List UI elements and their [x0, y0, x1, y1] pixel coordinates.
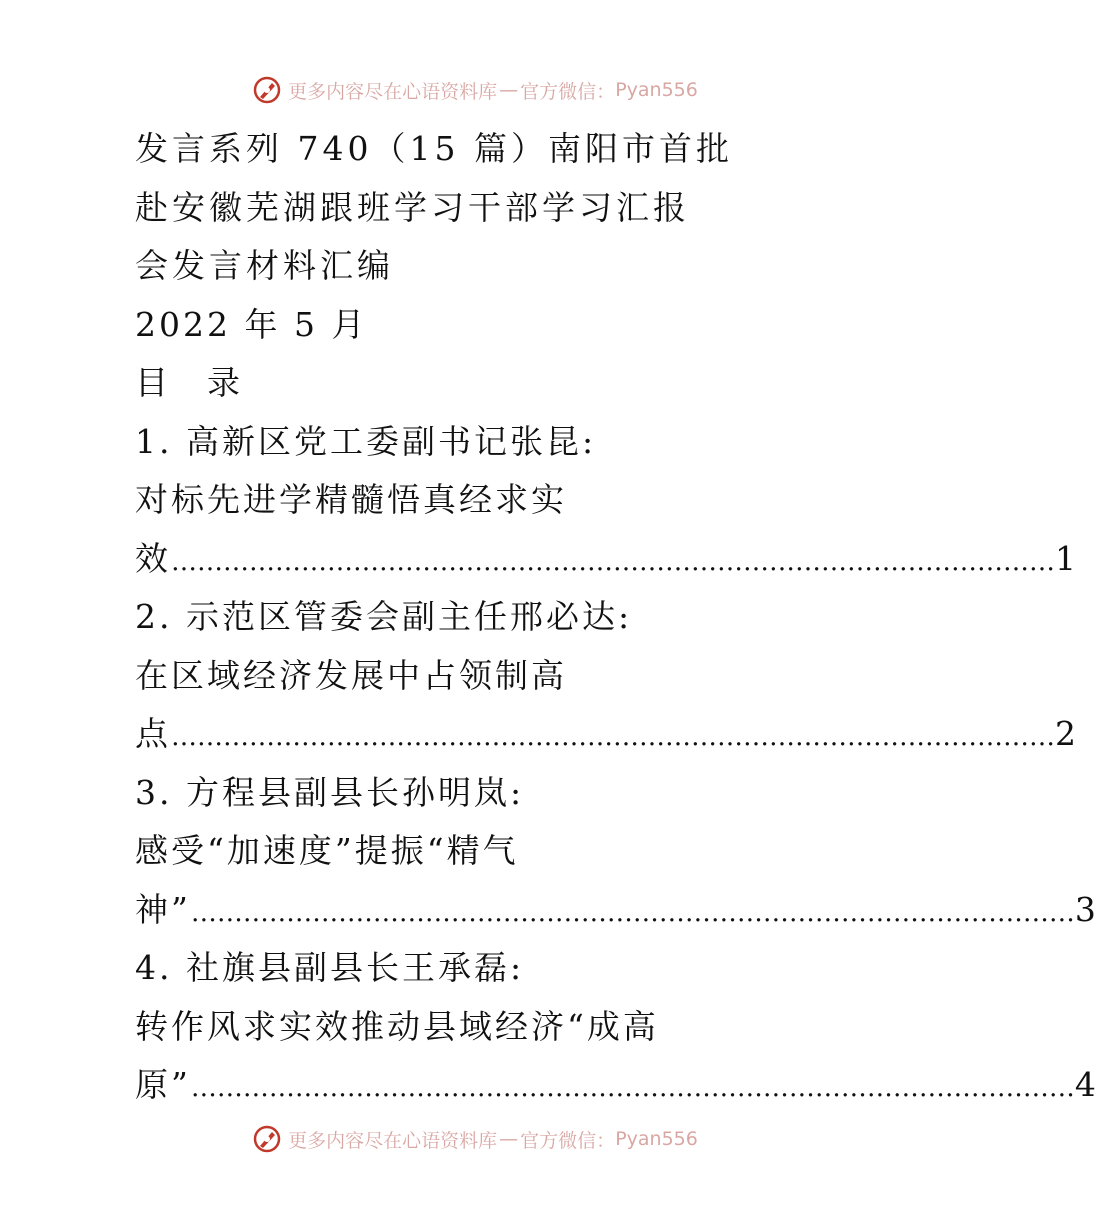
toc-entry-speaker: 4. 社旗县副县长王承磊:: [135, 948, 525, 987]
toc-entry-title-tail: 点: [135, 714, 171, 753]
doc-title-line-3: 会发言材料汇编: [135, 246, 394, 285]
dot-leader: …………………………………………………………………………………………: [171, 546, 1055, 577]
toc-entry-speaker: 3. 方程县副县长孙明岚:: [135, 772, 525, 812]
watermark-brand-text: 更多内容尽在心语资料库: [288, 80, 498, 103]
watermark-separator: —: [499, 79, 519, 101]
toc-entry-title: 对标先进学精髓悟真经求实: [135, 480, 567, 519]
logo-icon: [252, 1124, 282, 1154]
watermark-wechat-id: Pyan556: [615, 79, 698, 101]
toc-page-number: 3: [1074, 889, 1096, 929]
toc-entry-title: 转作风求实效推动县域经济“成高: [135, 1006, 659, 1046]
toc-entry-speaker: 1. 高新区党工委副书记张昆:: [135, 421, 597, 461]
watermark-footer: [0, 1119, 950, 1159]
toc-entry-leader[interactable]: [135, 530, 1076, 589]
doc-date: 2022 年 5 月: [135, 304, 368, 344]
toc-page-number: 4: [1074, 1065, 1096, 1104]
doc-title-line-2: 赴安徽芜湖跟班学习干部学习汇报: [135, 187, 690, 227]
toc-entry-leader[interactable]: [135, 881, 1096, 940]
toc-page-number: 2: [1055, 714, 1076, 753]
document-body: [135, 120, 1096, 1115]
toc-entry-title-tail: 神”: [135, 889, 191, 929]
dot-leader: …………………………………………………………………………………………: [171, 722, 1055, 752]
watermark-official-text: 官方微信：: [520, 1129, 616, 1152]
dot-leader: …………………………………………………………………………………………: [190, 1073, 1075, 1103]
watermark-official-text: 官方微信：: [520, 80, 616, 103]
toc-entry-title-tail: 效: [135, 538, 171, 578]
dot-leader: …………………………………………………………………………………………: [190, 897, 1075, 928]
toc-entry-leader[interactable]: [135, 705, 1076, 764]
watermark-separator: —: [499, 1128, 519, 1150]
toc-page-number: 1: [1055, 538, 1076, 578]
logo-icon: [252, 75, 282, 105]
toc-entry-title: 在区域经济发展中占领制高: [135, 655, 567, 695]
toc-entry-title-tail: 原”: [135, 1065, 191, 1104]
watermark-header: [0, 70, 950, 110]
toc-entry-title: 感受“加速度”提振“精气: [135, 831, 519, 870]
watermark-wechat-id: Pyan556: [615, 1128, 698, 1150]
toc-heading: 目 录: [135, 363, 243, 402]
doc-title-line-1: 发言系列 740（15 篇）南阳市首批: [135, 129, 733, 168]
toc-entry-speaker: 2. 示范区管委会副主任邢必达:: [135, 597, 633, 636]
toc-entry-leader[interactable]: [135, 1056, 1096, 1115]
watermark-brand-text: 更多内容尽在心语资料库: [288, 1129, 498, 1152]
